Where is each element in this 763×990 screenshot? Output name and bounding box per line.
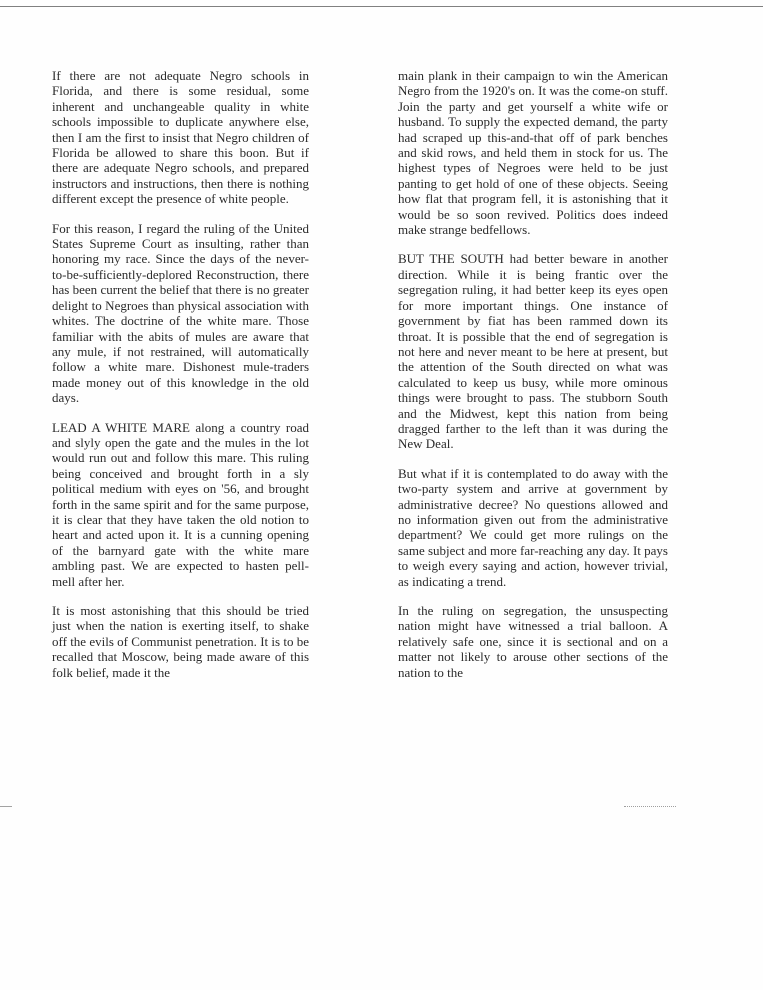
paragraph: If there are not adequate Negro schools in Florida, and there is some residual, some inherent and unchangeable quality in white schools impossible to duplicate anywhere else, then I am the first to insist that Negro children of Florida be allowed to share this boon. But if there are adequate Negro schools, and prepared instructors and instructions, then there is nothing different except the presence of white people. xyxy=(52,68,309,207)
top-rule xyxy=(0,6,763,7)
paragraph: main plank in their campaign to win the American Negro from the 1920's on. It was the come-on stuff. Join the party and get yourself a white wife or husband. To supply the expected demand, the party had scraped up this-and-that off of park benches and skid rows, and held them in stock for us. The highest types of Negroes were held to be just panting to get hold of one of these objects. Seeing how flat that program fell, it is astonishing that it would be so soon revived. Politics does indeed make strange bedfellows. xyxy=(398,68,668,238)
left-column xyxy=(52,68,309,694)
scan-mark-left xyxy=(0,806,12,807)
paragraph: LEAD A WHITE MARE along a country road and slyly open the gate and the mules in the lot would run out and follow this mare. This ruling being conceived and brought forth in a sly political medium with eyes on '56, and brought forth in the same spirit and for the same purpose, it is clear that they have taken the old notion to heart and acted upon it. It is a cunning opening of the barnyard gate with the white mare ambling past. We are expected to hasten pell-mell after her. xyxy=(52,419,309,589)
paragraph: In the ruling on segregation, the unsuspecting nation might have witnessed a trial balloon. A relatively safe one, since it is sectional and on a matter not likely to arouse other sections of the nation to the xyxy=(398,603,668,680)
paragraph: But what if it is contemplated to do away with the two-party system and arrive at government by administrative decree? No questions allowed and no information given out from the administrative department? We could get more rulings on the same subject and more far-reaching any day. It pays to weigh every saying and action, however trivial, as indicating a trend. xyxy=(398,465,668,589)
scan-mark-right xyxy=(624,806,676,807)
right-column xyxy=(398,68,668,694)
paragraph: For this reason, I regard the ruling of the United States Supreme Court as insulting, rather than honoring my race. Since the days of the never-to-be-sufficiently-deplored Reconstruction, there has been current the belief that there is no greater delight to Negroes than physical association with whites. The doctrine of the white mare. Those familiar with the abits of mules are aware that any mule, if not restrained, will automatically follow a white mare. Dishonest mule-traders made money out of this knowledge in the old days. xyxy=(52,220,309,406)
paragraph: It is most astonishing that this should be tried just when the nation is exerting itself, to shake off the evils of Communist penetration. It is to be recalled that Moscow, being made aware of this folk belief, made it the xyxy=(52,603,309,680)
paragraph: BUT THE SOUTH had better beware in another direction. While it is being frantic over the segregation ruling, it had better keep its eyes open for more important things. One instance of government by fiat has been rammed down its throat. It is possible that the end of segregation is not here and never meant to be here at present, but the attention of the South directed on what was calculated to keep us busy, while more ominous things were brought to pass. The stubborn South and the Midwest, kept this nation from being dragged farther to the left than it was during the New Deal. xyxy=(398,251,668,452)
